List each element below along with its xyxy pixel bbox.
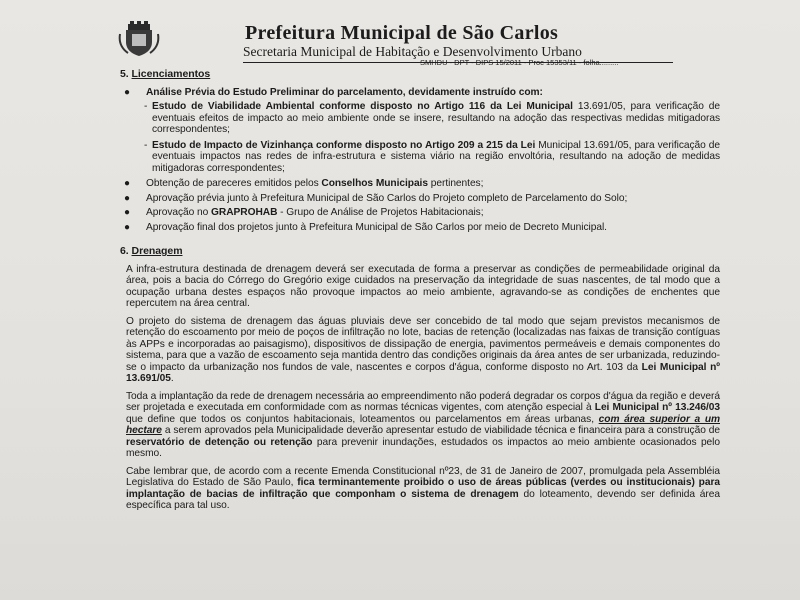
coat-of-arms-icon	[118, 20, 160, 58]
header-subtitle: Secretaria Municipal de Habitação e Desenvolvimento Urbano	[243, 44, 673, 63]
list-item: ● Aprovação no GRAPROHAB - Grupo de Análise de Projetos Habitacionais;	[124, 207, 484, 218]
bullet-icon: ●	[124, 221, 130, 233]
list-item: ● Obtenção de pareceres emitidos pelos Conselhos Municipais pertinentes;	[124, 178, 484, 189]
list-item: ● Aprovação prévia junto à Prefeitura Municipal de São Carlos do Projeto completo de Parcelamento do Solo;	[124, 192, 628, 204]
section-6-title: Drenagem	[131, 245, 183, 257]
list-item: ● Aprovação final dos projetos junto à Prefeitura Municipal de São Carlos por meio de Decreto Municipal.	[124, 221, 607, 233]
sub-list-item: - Estudo de Impacto de Vizinhança conforme disposto no Artigo 209 a 215 da Lei Municipal 13.691/05, para verificação de eventuais impactos nas redes de infra-estrutura e sistema viário na região envoltória, resultando na adoção de medidas mitigadoras correspondentes;	[144, 139, 720, 174]
paragraph: Toda a implantação da rede de drenagem necessária ao empreendimento não poderá degradar os corpos d'água da região e deverá ser projetada e executada em conformidade com as normas técnicas vigentes, com atenção especial à Lei Municipal nº 13.246/03 que define que todos os conjuntos habitacionais, loteamentos ou parcelamentos em áreas urbanas, com área superior a um hectare a serem aprovados pela Municipalidade deverão apresentar estudo de viabilidade técnica e financeira para a construção de reservatório de detenção ou retenção para prevenir inundações, estudados os impactos ao meio ambiente ocasionados pelo mesmo.	[126, 390, 720, 459]
section-5-heading: 5. Licenciamentos	[120, 68, 211, 80]
sub-list-item: - Estudo de Viabilidade Ambiental conforme disposto no Artigo 116 da Lei Municipal 13.691/05, para verificação de eventuais efeitos de impacto ao meio ambiente onde se insere, resultando na adoção das respectivas medidas mitigadoras correspondentes;	[144, 101, 720, 135]
section-5-title: Licenciamentos	[131, 68, 211, 80]
bullet-icon: ●	[124, 178, 130, 189]
paragraph: Cabe lembrar que, de acordo com a recente Emenda Constitucional nº23, de 31 de Janeiro de 2007, promulgada pela Assembléia Legislativa do Estado de São Paulo, fica terminantemente proibido o uso de áreas públicas (verdes ou institucionais) para implantação de bacias de infiltração que componham o sistema de drenagem do loteamento, devendo ser definida área específica para tal uso.	[126, 465, 720, 511]
section-6-heading: 6. Drenagem	[120, 245, 183, 257]
document-body	[120, 67, 720, 518]
header-title: Prefeitura Municipal de São Carlos	[245, 22, 559, 44]
bullet-icon: ●	[124, 207, 130, 218]
letterhead	[245, 22, 705, 63]
process-reference: SMHDU - DPT - DIPS 15/2011 - Proc 15353/11 - folha.........	[420, 58, 619, 67]
paragraph: A infra-estrutura destinada de drenagem deverá ser executada de forma a preservar as condições de permeabilidade original da área, pois a bacia do Córrego do Gregório exige cuidados na preservação da integridade de suas nascentes, de tal modo que a ocupação urbana destes espaços não provoque impactos ao meio ambiente, agravando-se as condições de enchentes que repercutem na área central.	[126, 263, 720, 309]
list-item: ● Análise Prévia do Estudo Preliminar do parcelamento, devidamente instruído com:	[124, 86, 543, 98]
bullet-icon: ●	[124, 86, 130, 98]
paragraph: O projeto do sistema de drenagem das águas pluviais deve ser concebido de tal modo que sejam previstos mecanismos de retenção do escoamento por meio de poços de infiltração no lote, bacias de retenção (localizadas nas faixas de transição contíguas às APPs e incorporadas ao paisagismo), dispositivos de dissipação de energia, pavimentos permeáveis e demais componentes do sistema, para que a vazão de escoamento seja mantida dentro das condições originais da área antes de ser urbanizada, reduzindo-se o impacto da urbanização nos fundos de vale, nascentes e corpos d'água, conforme disposto no Art. 103 da Lei Municipal nº 13.691/05.	[126, 315, 720, 384]
bullet-icon: ●	[124, 192, 130, 204]
